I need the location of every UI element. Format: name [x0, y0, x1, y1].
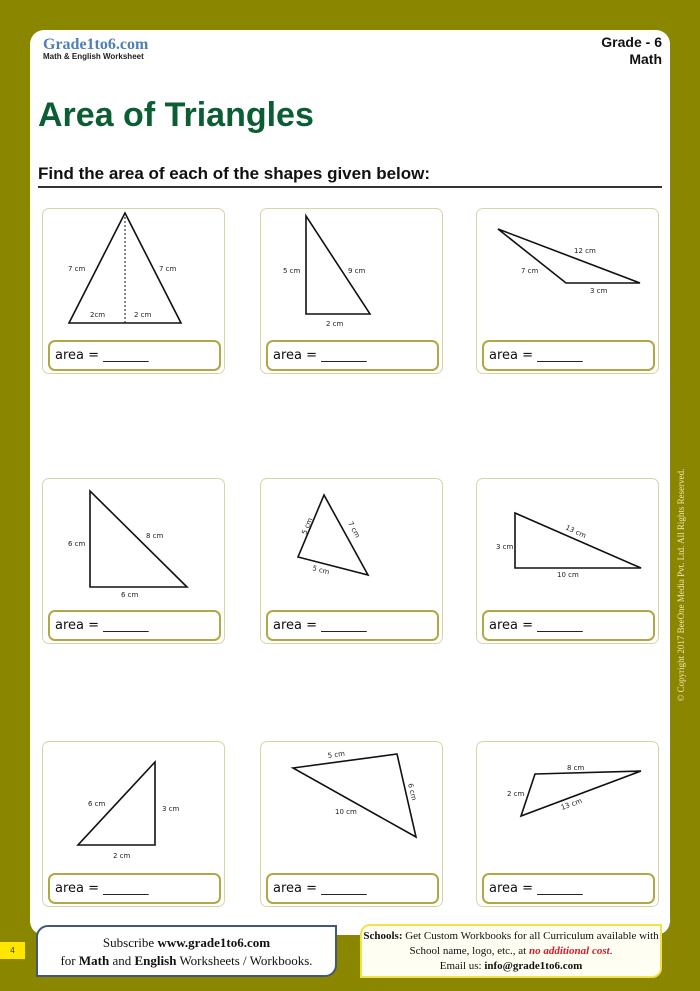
answer-box[interactable]: area = _______: [48, 340, 221, 371]
side-label: 5 cm: [311, 564, 331, 577]
triangle-card-2: [260, 208, 443, 374]
side-label: 3 cm: [590, 287, 608, 295]
subscribe-banner[interactable]: [36, 925, 337, 977]
answer-box[interactable]: area = _______: [482, 610, 655, 641]
triangle-card-6: [476, 478, 659, 644]
page-number: 4: [0, 942, 25, 959]
subscribe-line-2: [38, 952, 335, 970]
worksheets-text: Worksheets / Workbooks.: [176, 953, 313, 968]
and-text: and: [109, 953, 135, 968]
side-label: 7 cm: [346, 520, 362, 540]
english-text: English: [134, 953, 177, 968]
triangle: [90, 491, 187, 587]
triangle-card-9: [476, 741, 659, 907]
triangle-card-1: [42, 208, 225, 374]
side-label: 3 cm: [496, 543, 514, 551]
triangle-figure: [477, 479, 660, 610]
side-label: 7 cm: [68, 265, 86, 273]
triangle-figure: [477, 742, 660, 873]
side-label: 8 cm: [567, 764, 585, 772]
email-label: Email us:: [439, 960, 485, 972]
logo-subtitle: Math & English Worksheet: [43, 52, 144, 61]
side-label: 5 cm: [300, 516, 315, 536]
side-label: 6 cm: [406, 782, 419, 802]
triangle-figure: [477, 209, 660, 340]
side-label: 6 cm: [121, 591, 139, 599]
math-text: Math: [78, 953, 110, 968]
answer-box[interactable]: area = _______: [266, 873, 439, 904]
period: .: [609, 945, 613, 957]
side-label: 7 cm: [521, 267, 539, 275]
schools-text: Get Custom Workbooks for all Curriculum available with School name, logo, etc., at: [402, 930, 659, 957]
no-cost-text: no additional cost: [529, 945, 610, 957]
side-label: 2 cm: [326, 320, 344, 328]
side-label: 10 cm: [557, 571, 579, 579]
page-title: Area of Triangles: [38, 96, 314, 134]
site-logo[interactable]: [43, 36, 148, 61]
schools-banner: [360, 924, 662, 978]
side-label: 13 cm: [559, 796, 584, 812]
subscribe-text: Subscribe: [102, 935, 158, 950]
side-label: 2 cm: [113, 852, 131, 860]
side-label: 7 cm: [159, 265, 177, 273]
triangle-figure: [43, 209, 226, 340]
side-label: 8 cm: [146, 532, 164, 540]
answer-box[interactable]: area = _______: [48, 610, 221, 641]
triangle-card-3: [476, 208, 659, 374]
side-label: 5 cm: [327, 749, 346, 760]
grade-info: [601, 34, 662, 68]
triangle-figure: [43, 742, 226, 873]
answer-box[interactable]: area = _______: [266, 610, 439, 641]
triangle: [521, 771, 641, 816]
schools-label: Schools:: [363, 930, 403, 942]
side-label: 2cm: [90, 311, 106, 319]
side-label: 6 cm: [88, 800, 106, 808]
answer-box[interactable]: area = _______: [48, 873, 221, 904]
logo-text: Grade1to6.com: [43, 36, 149, 53]
triangle-card-4: [42, 478, 225, 644]
side-label: 12 cm: [574, 247, 596, 255]
grade-label: Grade - 6: [601, 34, 662, 50]
side-label: 3 cm: [162, 805, 180, 813]
answer-box[interactable]: area = _______: [482, 340, 655, 371]
triangle: [293, 754, 419, 837]
triangle: [498, 229, 640, 283]
triangle-card-7: [42, 741, 225, 907]
email-link[interactable]: info@grade1to6.com: [484, 960, 583, 972]
schools-text-block: [362, 929, 660, 959]
subscribe-link[interactable]: www.grade1to6.com: [157, 935, 271, 950]
triangle: [306, 216, 370, 314]
triangle-figure: [261, 209, 444, 340]
answer-box[interactable]: area = _______: [266, 340, 439, 371]
side-label: 2 cm: [507, 790, 525, 798]
side-label: 9 cm: [348, 267, 366, 275]
subject-label: Math: [629, 51, 662, 67]
subscribe-line-1: [38, 934, 335, 952]
triangle-figure: [261, 479, 444, 610]
side-label: 5 cm: [283, 267, 301, 275]
triangle-figure: [43, 479, 226, 610]
answer-box[interactable]: area = _______: [482, 873, 655, 904]
instruction: Find the area of each of the shapes given below:: [38, 164, 662, 188]
triangle-card-5: [260, 478, 443, 644]
email-line: [362, 959, 660, 974]
copyright-notice: © Copyright 2017 BeeOne Media Pvt. Ltd. All Rights Reserved.: [676, 468, 686, 702]
triangle-figure: [261, 742, 444, 873]
triangle-card-8: [260, 741, 443, 907]
triangle: [515, 513, 641, 568]
for-text: for: [60, 953, 79, 968]
side-label: 13 cm: [564, 523, 588, 541]
side-label: 6 cm: [68, 540, 86, 548]
side-label: 10 cm: [335, 808, 357, 816]
side-label: 2 cm: [134, 311, 152, 319]
